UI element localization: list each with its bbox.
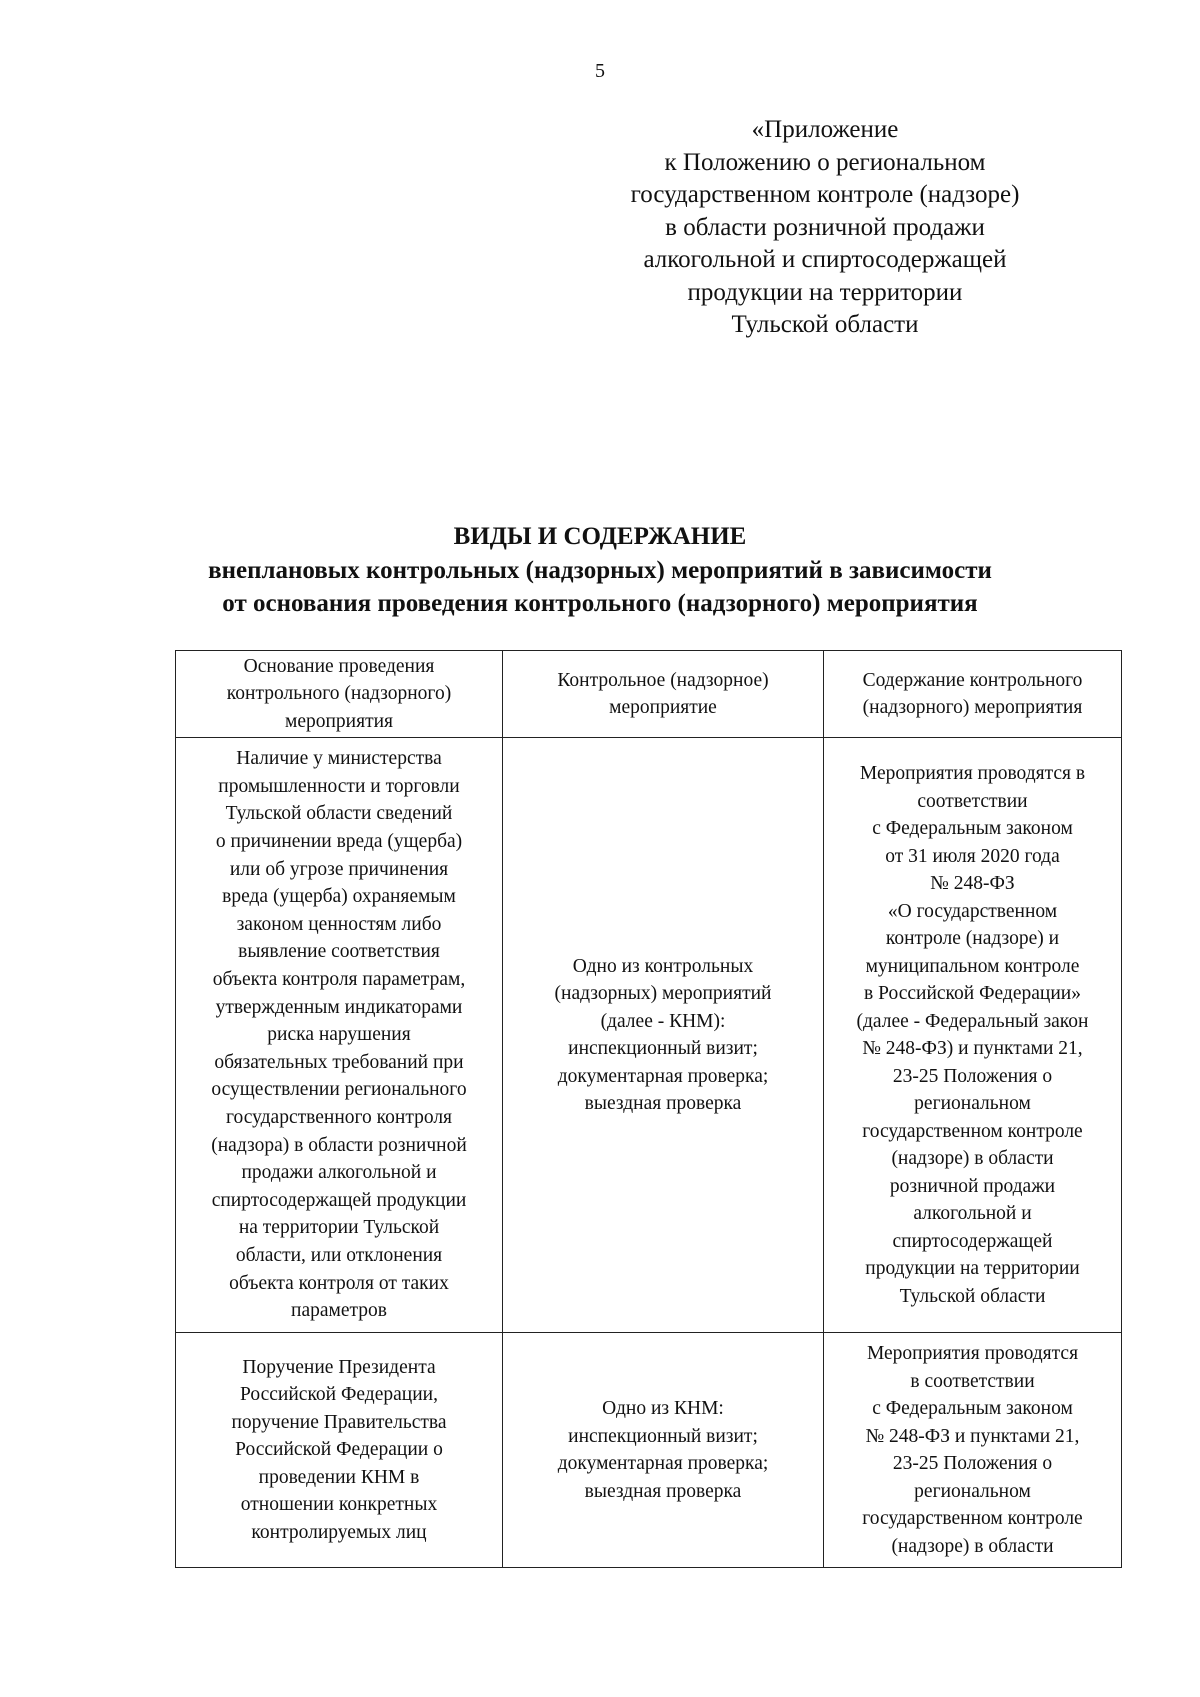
cell-line: в Российской Федерации»: [864, 983, 1081, 1004]
appendix-line: в области розничной продажи: [665, 213, 985, 241]
cell-line: вреда (ущерба) охраняемым: [222, 886, 456, 908]
cell-line: «О государственном: [887, 900, 1058, 922]
document-subtitle: [0, 554, 1200, 620]
cell-line: утвержденным индикаторами: [215, 996, 463, 1018]
cell-content: [824, 1333, 1122, 1568]
cell-line: Российской Федерации,: [240, 1384, 438, 1406]
appendix-line: Тульской области: [731, 311, 919, 338]
table-row: [176, 738, 1122, 1333]
cell-line: с Федеральным законом: [872, 818, 1073, 839]
cell-line: промышленности и торговли: [218, 775, 460, 797]
header-cell-content: [824, 651, 1122, 738]
cell-line: (надзора) в области розничной: [211, 1134, 467, 1156]
cell-line: государственном контроле: [862, 1120, 1083, 1142]
cell-line: (надзоре) в области: [891, 1148, 1054, 1169]
cell-line: спиртосодержащей: [892, 1230, 1053, 1252]
cell-line: государственном контроле: [862, 1508, 1083, 1529]
cell-line: области, или отклонения: [235, 1244, 443, 1266]
appendix-line: продукции на территории: [687, 278, 963, 306]
cell-line: мероприятие: [609, 697, 717, 718]
cell-line: Наличие у министерства: [236, 748, 442, 770]
cell-line: Контрольное (надзорное): [557, 669, 769, 691]
cell-line: (надзорного) мероприятия: [862, 697, 1083, 718]
subtitle-line: внеплановых контрольных (надзорных) мероприятий в зависимости: [208, 557, 992, 584]
appendix-heading: [600, 114, 1050, 342]
cell-line: на территории Тульской: [238, 1217, 440, 1239]
cell-basis: [176, 738, 503, 1333]
cell-line: выявление соответствия: [238, 941, 440, 963]
cell-measure: [503, 738, 824, 1333]
cell-measure: [503, 1333, 824, 1568]
cell-line: документарная проверка;: [557, 1453, 769, 1474]
cell-line: проведении КНМ в: [258, 1466, 420, 1488]
cell-line: № 248-ФЗ: [930, 873, 1015, 894]
cell-line: Мероприятия проводятся: [866, 1343, 1079, 1364]
subtitle-line: от основания проведения контрольного (надзорного) мероприятия: [222, 590, 978, 617]
cell-line: региональном: [914, 1093, 1031, 1114]
appendix-line: «Приложение: [751, 116, 899, 143]
cell-line: (надзоре) в области: [891, 1535, 1054, 1557]
cell-line: государственного контроля: [225, 1106, 453, 1128]
cell-line: региональном: [914, 1480, 1031, 1502]
cell-line: алкогольной и: [913, 1203, 1032, 1224]
cell-line: или об угрозе причинения: [229, 858, 449, 880]
cell-line: контролируемых лиц: [251, 1521, 427, 1543]
cell-line: продукции на территории: [865, 1258, 1080, 1279]
cell-line: продажи алкогольной и: [241, 1162, 437, 1184]
cell-line: соответствии: [917, 790, 1028, 812]
cell-line: мероприятия: [284, 710, 393, 732]
cell-line: 23-25 Положения о: [892, 1453, 1053, 1474]
cell-line: Одно из контрольных: [572, 955, 754, 977]
cell-line: отношении конкретных: [240, 1494, 438, 1516]
page-number: 5: [595, 60, 605, 82]
cell-line: Одно из КНМ:: [602, 1398, 724, 1419]
cell-line: с Федеральным законом: [872, 1398, 1073, 1419]
cell-line: Тульской области сведений: [225, 803, 453, 825]
cell-line: контрольного (надзорного): [226, 683, 452, 705]
cell-line: Поручение Президента: [242, 1356, 436, 1378]
cell-line: риска нарушения: [267, 1024, 411, 1046]
cell-basis: [176, 1333, 503, 1568]
cell-line: № 248-ФЗ) и пунктами 21,: [862, 1038, 1083, 1059]
cell-line: инспекционный визит;: [568, 1425, 758, 1447]
cell-line: законом ценностям либо: [236, 913, 442, 935]
cell-line: (надзорных) мероприятий: [554, 983, 772, 1004]
cell-line: Мероприятия проводятся в: [859, 763, 1086, 784]
cell-line: Российской Федерации о: [235, 1439, 443, 1461]
cell-line: 23-25 Положения о: [892, 1065, 1053, 1087]
cell-line: Основание проведения: [243, 655, 435, 677]
cell-line: поручение Правительства: [231, 1411, 447, 1433]
header-cell-basis: [176, 651, 503, 738]
cell-line: документарная проверка;: [557, 1065, 769, 1087]
cell-line: контроле (надзоре) и: [885, 928, 1060, 949]
cell-line: выездная проверка: [584, 1480, 742, 1502]
header-cell-measure: [503, 651, 824, 738]
cell-line: от 31 июля 2020 года: [885, 845, 1060, 867]
cell-line: в соответствии: [910, 1370, 1035, 1392]
cell-line: параметров: [291, 1300, 387, 1322]
appendix-line: алкогольной и спиртосодержащей: [643, 246, 1007, 273]
cell-line: объекта контроля параметрам,: [212, 969, 466, 991]
cell-line: объекта контроля от таких: [229, 1272, 449, 1294]
cell-content: [824, 738, 1122, 1333]
cell-line: осуществлении регионального: [211, 1079, 467, 1101]
cell-line: (далее - КНМ):: [600, 1010, 726, 1032]
cell-line: муниципальном контроле: [865, 955, 1080, 977]
cell-line: обязательных требований при: [214, 1051, 464, 1073]
document-title: ВИДЫ И СОДЕРЖАНИЕ: [453, 523, 747, 550]
cell-line: о причинении вреда (ущерба): [215, 831, 463, 853]
table-header-row: [176, 651, 1122, 738]
cell-line: выездная проверка: [584, 1093, 742, 1114]
measures-table: [175, 650, 1122, 1568]
cell-line: инспекционный визит;: [568, 1038, 758, 1059]
cell-line: спиртосодержащей продукции: [211, 1189, 467, 1211]
cell-line: розничной продажи: [889, 1175, 1056, 1197]
appendix-line: к Положению о региональном: [664, 148, 986, 176]
cell-line: Тульской области: [899, 1285, 1046, 1307]
table-row: [176, 1333, 1122, 1568]
appendix-line: государственном контроле (надзоре): [630, 181, 1020, 208]
cell-line: № 248-ФЗ и пунктами 21,: [865, 1425, 1080, 1447]
cell-line: Содержание контрольного: [862, 669, 1083, 691]
cell-line: (далее - Федеральный закон: [856, 1010, 1089, 1032]
